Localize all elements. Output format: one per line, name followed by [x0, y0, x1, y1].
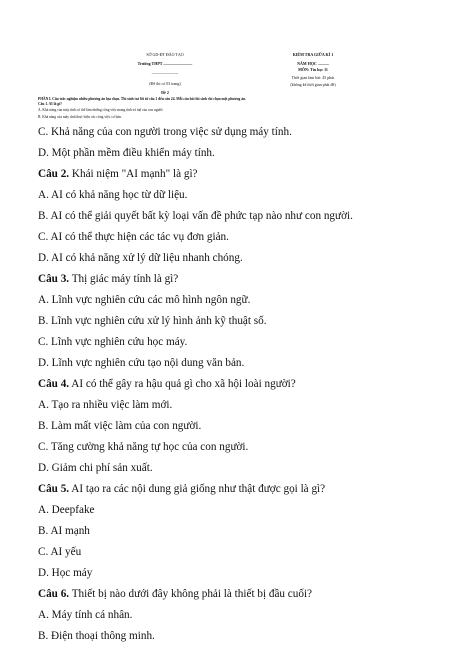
school-name: Trường THPT .............................	[137, 61, 193, 66]
option-text: A. AI có khả năng học từ dữ liệu.	[38, 189, 188, 201]
exam-title: KIỂM TRA GIỮA KÌ 1	[292, 52, 334, 57]
option-text: D. Lĩnh vực nghiên cứu tạo nội dung văn bản.	[38, 357, 245, 369]
option-text: A. Deepfake	[38, 504, 95, 516]
option-line	[38, 290, 438, 311]
question-text: AI tạo ra các nội dung giả giống như thật được gọi là gì?	[69, 483, 326, 495]
question-1: Câu 1. AI là gì?	[38, 102, 62, 106]
option-text: A. Tạo ra nhiều việc làm mới.	[38, 399, 173, 411]
option-line	[38, 395, 438, 416]
option-line	[38, 248, 438, 269]
exam-content	[38, 122, 438, 647]
instructions: PHẦN I. Câu trắc nghiệm nhiều phương án lựa chọn. Thí sinh trả lời từ câu 1 đến câu 24. Mỗi câu hỏi thí sinh chỉ chọn một phương án.	[38, 97, 246, 101]
question-number: Câu 4.	[38, 378, 70, 390]
exam-code: Đề 2	[161, 90, 169, 95]
question-line	[38, 374, 438, 395]
option-line	[38, 353, 438, 374]
option-text: D. Một phần mềm điều khiển máy tính.	[38, 147, 215, 159]
option-line	[38, 542, 438, 563]
question-text: Thị giác máy tính là gì?	[69, 273, 179, 285]
question-text: Khái niệm "AI mạnh" là gì?	[69, 168, 198, 180]
question-number: Câu 5.	[38, 483, 70, 495]
option-line	[38, 311, 438, 332]
time-note: (không kể thời gian phát đề)	[290, 82, 336, 87]
option-text: A. Lĩnh vực nghiên cứu các mô hình ngôn ngữ.	[38, 294, 251, 306]
option-line	[38, 437, 438, 458]
option-text: B. Lĩnh vực nghiên cứu xử lý hình ảnh kỹ thuật số.	[38, 315, 267, 327]
option-text: B. AI mạnh	[38, 525, 90, 537]
question-line	[38, 584, 438, 605]
option-text: D. Học máy	[38, 567, 93, 579]
question-1-option-b: B. Khả năng của máy tính thực hiện các công việc cơ bản.	[38, 115, 122, 119]
option-text: D. Giảm chi phí sản xuất.	[38, 462, 153, 474]
school-year: NĂM HỌC ...........	[297, 61, 329, 66]
option-text: C. Lĩnh vực nghiên cứu học máy.	[38, 336, 188, 348]
question-number: Câu 6.	[38, 588, 70, 600]
option-line	[38, 185, 438, 206]
option-text: D. AI có khả năng xử lý dữ liệu nhanh chóng.	[38, 252, 243, 264]
option-line	[38, 563, 438, 584]
option-text: A. Máy tính cá nhân.	[38, 609, 133, 621]
option-line	[38, 521, 438, 542]
option-text: B. Làm mất việc làm của con người.	[38, 420, 202, 432]
question-number: Câu 3.	[38, 273, 70, 285]
option-line	[38, 332, 438, 353]
option-line	[38, 206, 438, 227]
option-text: B. AI có thể giải quyết bất kỳ loại vấn đề phức tạp nào như con người.	[38, 210, 353, 222]
page-count-note: (Đề thi có 03 trang)	[149, 81, 181, 86]
question-number: Câu 2.	[38, 168, 70, 180]
option-text: C. Tăng cường khả năng tự học của con người.	[38, 441, 249, 453]
time-limit: Thời gian làm bài: 45 phút	[291, 75, 335, 80]
option-line	[38, 626, 438, 647]
option-text: B. Điện thoại thông minh.	[38, 630, 155, 642]
department-name: SỞ GD-ĐT ĐÀO TẠO	[146, 52, 184, 57]
divider-dash: --------------------	[151, 71, 179, 76]
option-text: C. AI yếu	[38, 546, 82, 558]
question-line	[38, 164, 438, 185]
question-text: Thiết bị nào dưới đây không phải là thiết bị đầu cuối?	[69, 588, 313, 600]
option-line	[38, 458, 438, 479]
option-line	[38, 143, 438, 164]
option-line	[38, 605, 438, 626]
question-line	[38, 269, 438, 290]
option-line	[38, 416, 438, 437]
question-line	[38, 479, 438, 500]
option-line	[38, 227, 438, 248]
option-text: C. AI có thể thực hiện các tác vụ đơn giản.	[38, 231, 229, 243]
option-line	[38, 122, 438, 143]
question-text: AI có thể gây ra hậu quả gì cho xã hội loài người?	[69, 378, 296, 390]
subject: MÔN: Tin học 11	[298, 67, 328, 72]
option-line	[38, 500, 438, 521]
question-1-option-a: A. Khả năng của máy tính có thể làm những công việc mang tính trí tuệ của con người.	[38, 108, 164, 112]
option-text: C. Khả năng của con người trong việc sử dụng máy tính.	[38, 126, 292, 138]
